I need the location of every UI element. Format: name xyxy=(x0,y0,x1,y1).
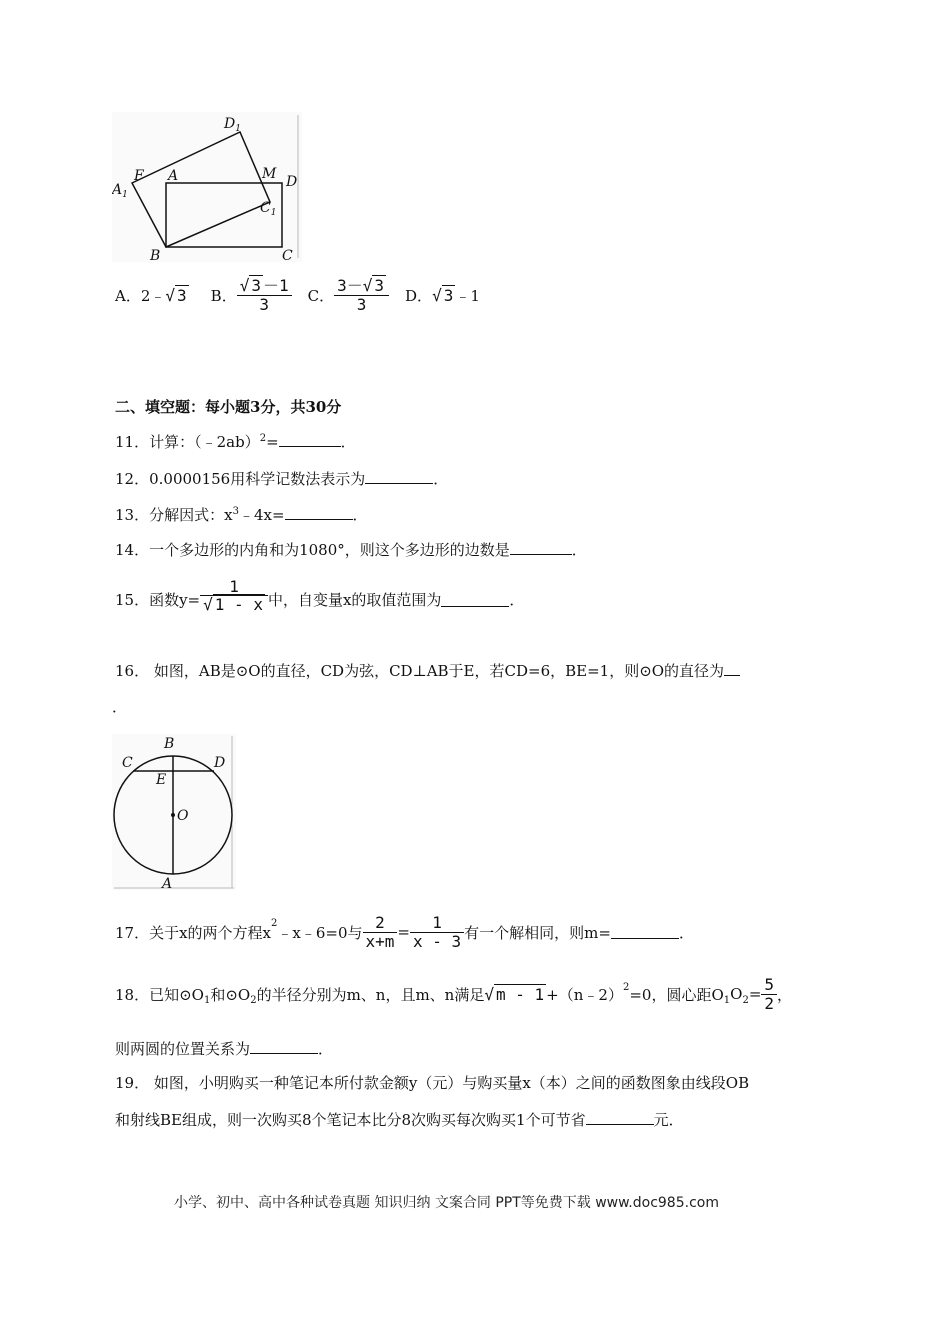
option-d-label: D． xyxy=(405,286,433,305)
question-14: 14．一个多边形的内角和为1080°，则这个多边形的边数是 ． xyxy=(115,541,587,559)
answer-blank[interactable] xyxy=(365,471,433,484)
label-m: M xyxy=(262,166,277,182)
answer-blank[interactable] xyxy=(724,663,740,676)
label-d: D xyxy=(286,174,298,190)
question-16-end: ． xyxy=(112,698,128,716)
q17-fraction-1: $\frac{2}{x+m}$ xyxy=(363,914,398,950)
label-a1: $A_1$ xyxy=(112,182,128,200)
q17-fraction-2: $\frac{1}{x - 3}$ xyxy=(410,914,464,950)
label-c: C xyxy=(282,248,293,262)
label-d1: $D_1$ xyxy=(224,116,241,134)
option-d-rest: ﹣1 xyxy=(455,286,480,305)
option-d-radical: √ 3 xyxy=(432,285,454,305)
answer-blank[interactable] xyxy=(510,542,572,555)
question-13: 13．分解因式：$x^3﹣4x=$ ． xyxy=(115,506,368,524)
figure-circle xyxy=(112,734,236,890)
q15-fraction: $\frac{1}{√ 1 - x}$ xyxy=(200,578,268,614)
answer-blank[interactable] xyxy=(611,926,679,939)
label-b: B xyxy=(164,736,175,752)
label-f: F xyxy=(134,168,144,184)
question-15: 15．函数y= $\frac{1}{√ 1 - x}$ 中，自变量x的取值范围为 ． xyxy=(115,576,525,615)
label-e: E xyxy=(156,772,167,788)
option-b-fraction: $\frac{√ 3 -1}{3}$ xyxy=(237,277,292,313)
question-17: 17．关于x的两个方程x $^2$ ﹣x﹣6=0与 $\frac{2}{x+m}$ = $\frac{1}{x - 3}$ 有一个解相同，则m= ． xyxy=(115,912,694,951)
option-c-fraction: $\frac{3-√ 3}{3}$ xyxy=(334,277,389,313)
question-18: 18．已知⊙O $_1$ 和⊙O $_2$ 的半径分别为m、n，且m、n满足 √ m - 1 +（n﹣2） $^2$ =0，圆心距O $_1$ O $_2$ = $\frac{5}{2}$ ， xyxy=(115,974,793,1013)
answer-blank[interactable] xyxy=(250,1041,318,1054)
section-heading: 二、填空题：每小题3分，共30分 xyxy=(115,398,342,416)
label-d: D xyxy=(214,755,226,771)
option-a-label: A． xyxy=(115,286,141,305)
question-12: 12．0.0000156用科学记数法表示为 ． xyxy=(115,470,449,488)
question-19-line-1: 19． 如图，小明购买一种笔记本所付款金额y（元）与购买量x（本）之间的函数图象由线段OB xyxy=(115,1074,750,1092)
answer-blank[interactable] xyxy=(441,594,509,607)
label-a: A xyxy=(168,168,179,184)
q18-fraction: $\frac{5}{2}$ xyxy=(761,976,777,1012)
label-b: B xyxy=(150,248,161,262)
option-b-label: B． xyxy=(210,286,237,305)
option-a-radical: √ 3 xyxy=(165,285,187,305)
answer-blank[interactable] xyxy=(586,1112,654,1125)
q10-options xyxy=(115,272,480,318)
figure-circle-svg xyxy=(112,734,236,890)
label-c: C xyxy=(122,755,133,771)
label-c1: $C_1$ xyxy=(260,200,277,218)
option-c-label: C． xyxy=(307,286,335,305)
question-19-line-2: 和射线BE组成，则一次购买8个笔记本比分8次购买每次购买1个可节省 元． xyxy=(115,1111,684,1129)
label-a: A xyxy=(162,876,173,890)
page-footer: 小学、初中、高中各种试卷真题 知识归纳 文案合同 PPT等免费下载 www.doc985.com xyxy=(174,1195,719,1211)
answer-blank[interactable] xyxy=(285,507,353,520)
figure-rectangle-svg xyxy=(112,112,302,262)
figure-rectangle-rotation xyxy=(112,112,302,262)
option-a-text: 2﹣ xyxy=(140,286,166,305)
question-11: 11．计算：（﹣2ab）$^2$= ． xyxy=(115,433,356,451)
q18-radical: √ m - 1 xyxy=(484,984,545,1004)
question-18-line-2: 则两圆的位置关系为 ． xyxy=(115,1040,334,1058)
answer-blank[interactable] xyxy=(279,434,341,447)
label-o: O xyxy=(177,808,189,824)
question-16: 16． 如图，AB是⊙O的直径，CD为弦，CD⊥AB于E，若CD=6，BE=1，则⊙O的直径为 xyxy=(115,660,740,681)
